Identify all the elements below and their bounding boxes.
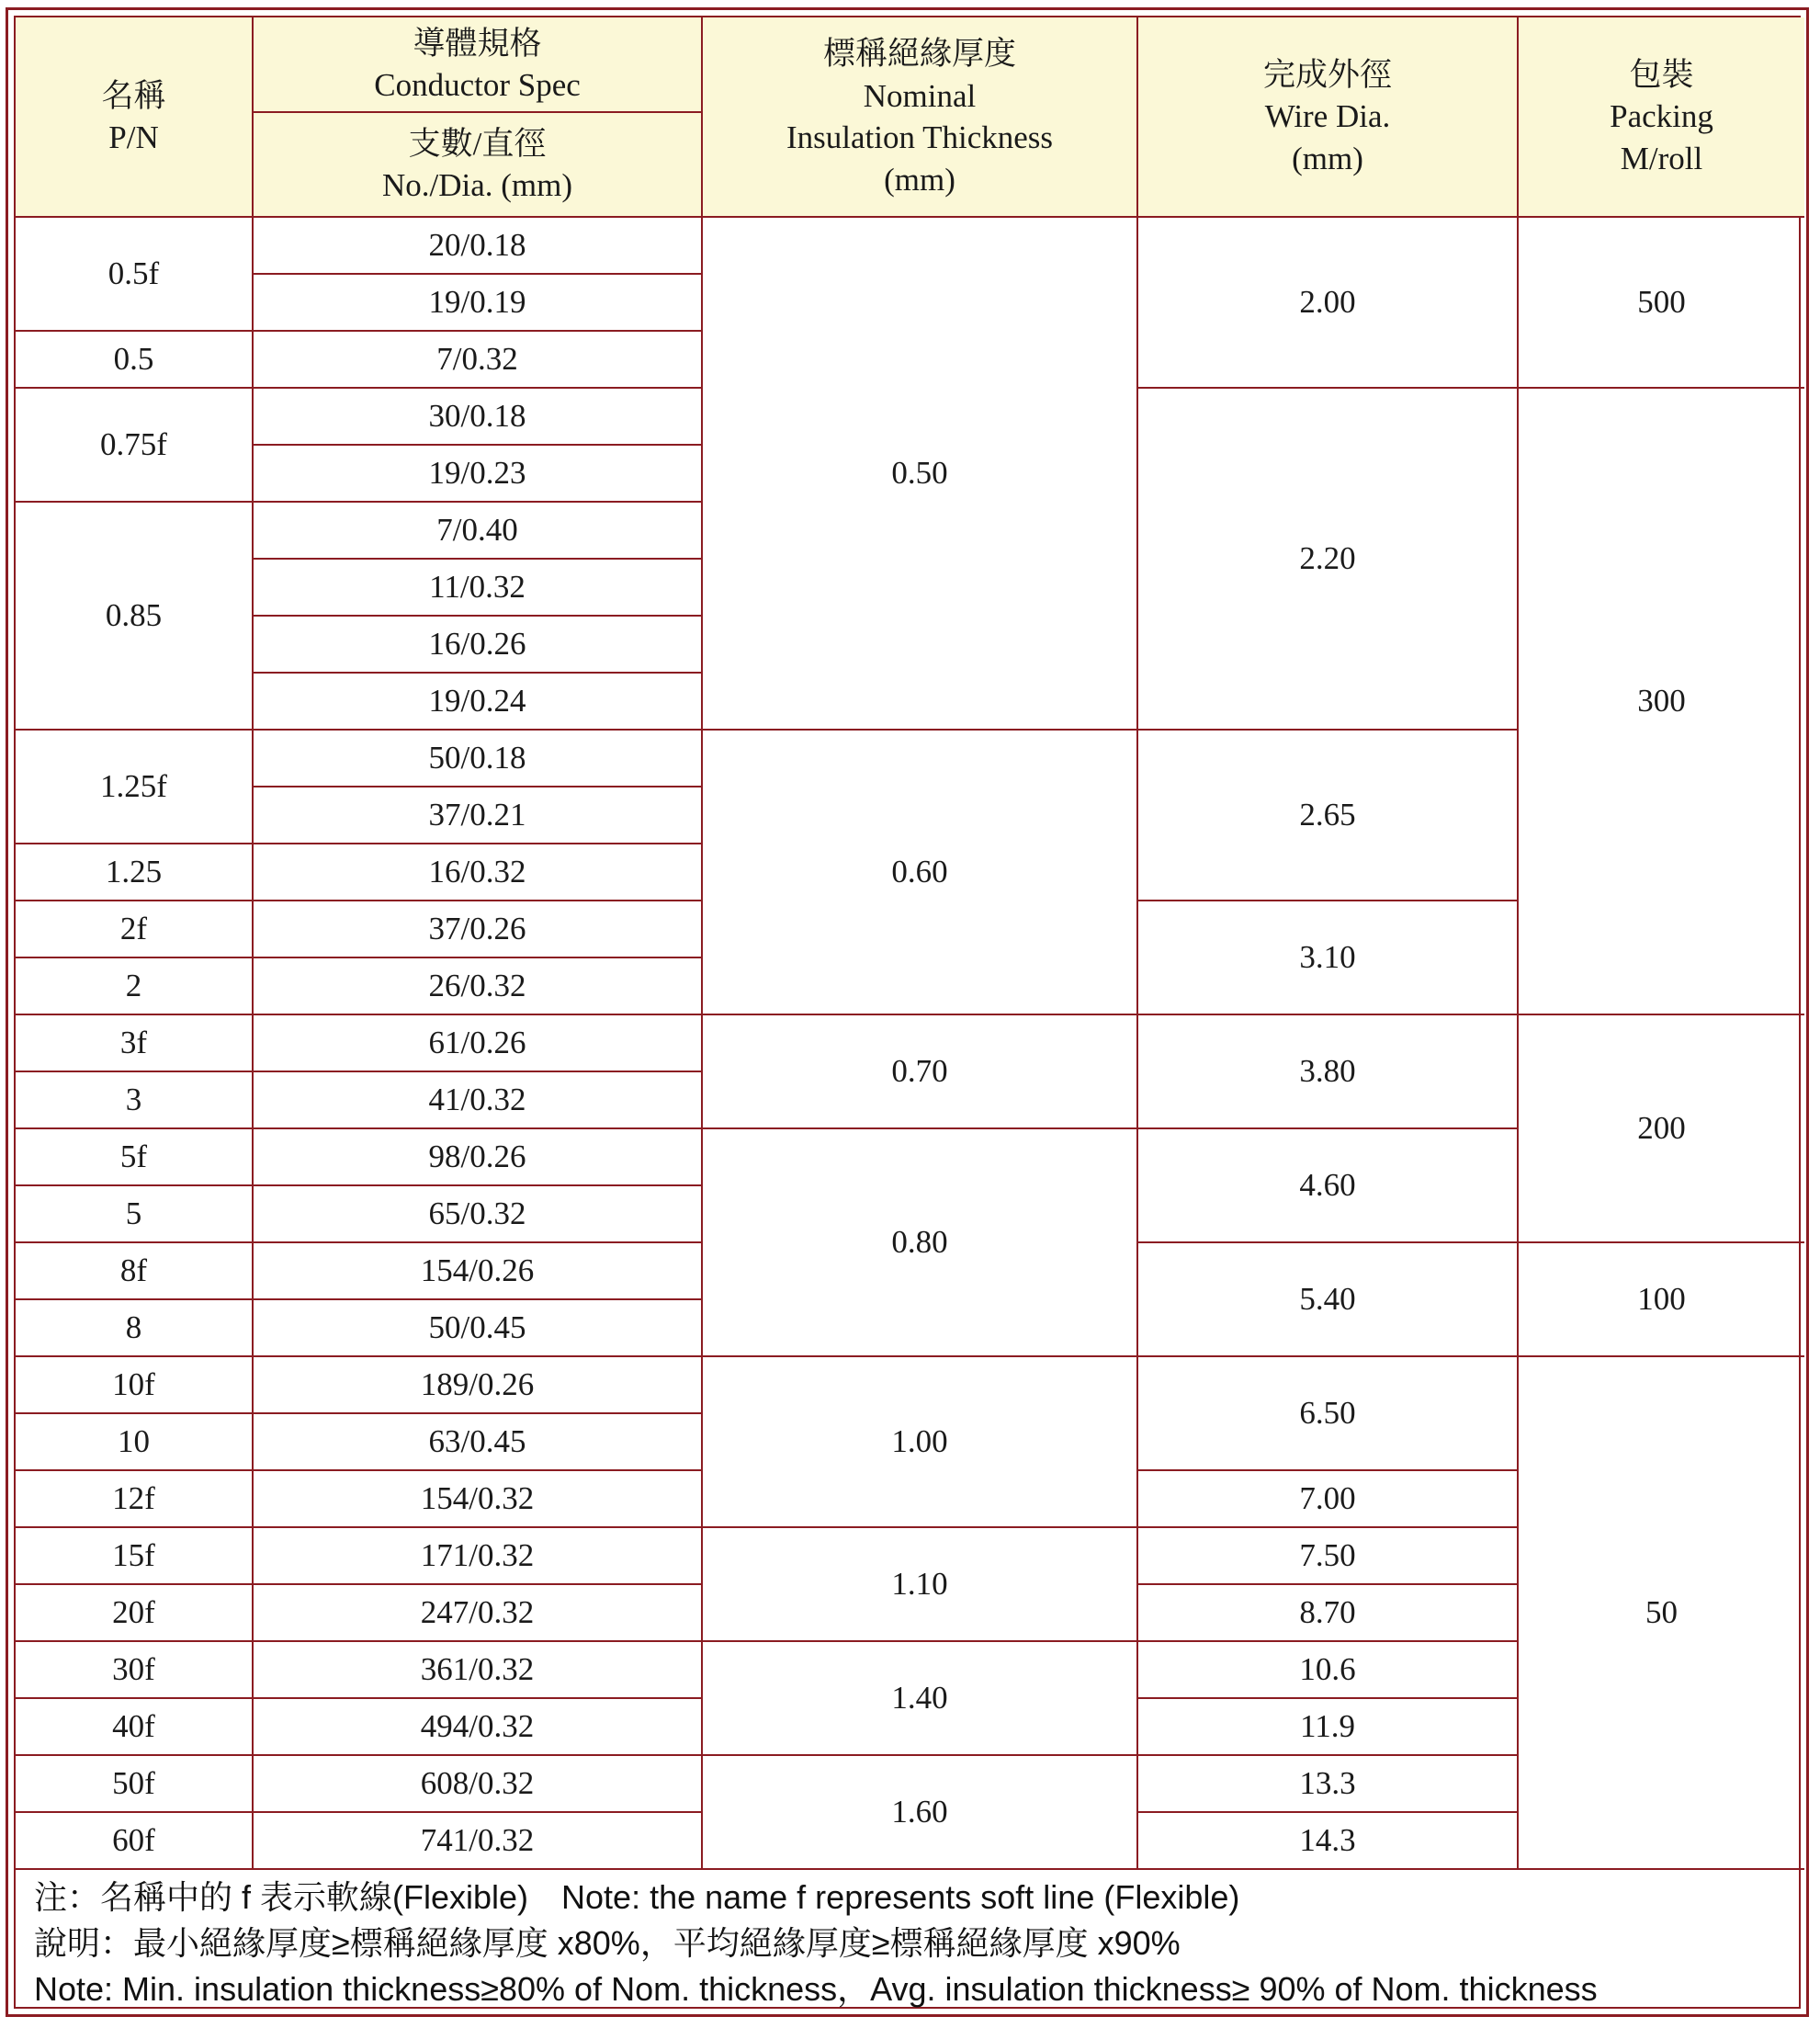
spec-cell: 11/0.32 [253,559,702,616]
insulation-cell: 0.50 [702,217,1137,730]
insulation-cell: 1.60 [702,1755,1137,1869]
pn-cell: 60f [16,1812,253,1869]
spec-cell: 41/0.32 [253,1071,702,1128]
spec-cell: 65/0.32 [253,1185,702,1242]
spec-cell: 61/0.26 [253,1014,702,1071]
pn-cell: 2 [16,957,253,1014]
table-row [16,1356,1804,1413]
spec-cell: 7/0.40 [253,502,702,559]
table-row [16,217,1804,274]
spec-cell: 741/0.32 [253,1812,702,1869]
pn-cell: 15f [16,1527,253,1584]
pn-cell: 5f [16,1128,253,1185]
packing-cell: 300 [1518,388,1804,1014]
spec-cell: 50/0.18 [253,730,702,787]
spec-cell: 19/0.23 [253,445,702,502]
wire-dia-cell: 7.50 [1137,1527,1518,1584]
cable-spec-table [16,17,1804,1870]
note-insulation-en: Note: Min. insulation thickness≥80% of Nom. thickness，Avg. insulation thickness≥ 90% of Nom. thickness [34,1970,1598,2008]
spec-cell: 7/0.32 [253,331,702,388]
wire-dia-cell: 2.20 [1137,388,1518,730]
header-insulation-thickness: 標稱絕緣厚度 Nominal Insulation Thickness (mm) [702,17,1137,217]
wire-dia-cell: 7.00 [1137,1470,1518,1527]
wire-dia-cell: 14.3 [1137,1812,1518,1869]
pn-cell: 0.5 [16,331,253,388]
table-row [16,1014,1804,1071]
spec-cell: 16/0.26 [253,616,702,673]
spec-cell: 171/0.32 [253,1527,702,1584]
wire-dia-cell: 3.10 [1137,901,1518,1014]
wire-dia-cell: 13.3 [1137,1755,1518,1812]
spec-cell: 20/0.18 [253,217,702,274]
wire-dia-cell: 11.9 [1137,1698,1518,1755]
header-no-dia: 支數/直徑 No./Dia. (mm) [253,112,702,217]
pn-cell: 3f [16,1014,253,1071]
note-flexible: 注：名稱中的 f 表示軟線(Flexible) Note: the name f represents soft line (Flexible) [34,1878,1240,1916]
wire-dia-cell: 2.00 [1137,217,1518,388]
pn-cell: 10f [16,1356,253,1413]
pn-cell: 0.85 [16,502,253,730]
note-insulation-zh: 說明：最小絕緣厚度≥標稱絕緣厚度 x80%，平均絕緣厚度≥標稱絕緣厚度 x90% [34,1924,1181,1962]
insulation-cell: 0.60 [702,730,1137,1014]
header-row-1 [16,17,1804,112]
pn-cell: 2f [16,901,253,957]
spec-cell: 19/0.19 [253,274,702,331]
pn-cell: 8 [16,1299,253,1356]
spec-cell: 154/0.32 [253,1470,702,1527]
pn-cell: 8f [16,1242,253,1299]
spec-cell: 37/0.26 [253,901,702,957]
pn-cell: 1.25 [16,844,253,901]
insulation-cell: 1.00 [702,1356,1137,1527]
footnotes [34,1875,1790,2012]
packing-cell: 100 [1518,1242,1804,1356]
wire-dia-cell: 4.60 [1137,1128,1518,1242]
packing-cell: 50 [1518,1356,1804,1869]
spec-cell: 154/0.26 [253,1242,702,1299]
spec-cell: 608/0.32 [253,1755,702,1812]
packing-cell: 500 [1518,217,1804,388]
spec-cell: 63/0.45 [253,1413,702,1470]
spec-cell: 361/0.32 [253,1641,702,1698]
spec-cell: 494/0.32 [253,1698,702,1755]
pn-cell: 0.5f [16,217,253,331]
insulation-cell: 1.40 [702,1641,1137,1755]
pn-cell: 50f [16,1755,253,1812]
table-frame [6,7,1809,2017]
spec-cell: 26/0.32 [253,957,702,1014]
pn-cell: 0.75f [16,388,253,502]
insulation-cell: 1.10 [702,1527,1137,1641]
spec-cell: 37/0.21 [253,787,702,844]
table-inner-frame [14,16,1801,2009]
header-pn: 名稱 P/N [16,17,253,217]
pn-cell: 10 [16,1413,253,1470]
pn-cell: 3 [16,1071,253,1128]
pn-cell: 30f [16,1641,253,1698]
wire-dia-cell: 3.80 [1137,1014,1518,1128]
spec-cell: 98/0.26 [253,1128,702,1185]
spec-cell: 19/0.24 [253,673,702,730]
wire-dia-cell: 8.70 [1137,1584,1518,1641]
spec-cell: 189/0.26 [253,1356,702,1413]
insulation-cell: 0.70 [702,1014,1137,1128]
spec-cell: 50/0.45 [253,1299,702,1356]
pn-cell: 20f [16,1584,253,1641]
wire-dia-cell: 6.50 [1137,1356,1518,1470]
pn-cell: 1.25f [16,730,253,844]
packing-cell: 200 [1518,1014,1804,1242]
insulation-cell: 0.80 [702,1128,1137,1356]
header-wire-dia: 完成外徑 Wire Dia. (mm) [1137,17,1518,217]
spec-cell: 30/0.18 [253,388,702,445]
pn-cell: 5 [16,1185,253,1242]
header-packing: 包裝 Packing M/roll [1518,17,1804,217]
header-conductor-spec: 導體規格 Conductor Spec [253,17,702,112]
wire-dia-cell: 10.6 [1137,1641,1518,1698]
pn-cell: 12f [16,1470,253,1527]
spec-cell: 247/0.32 [253,1584,702,1641]
spec-cell: 16/0.32 [253,844,702,901]
wire-dia-cell: 5.40 [1137,1242,1518,1356]
pn-cell: 40f [16,1698,253,1755]
wire-dia-cell: 2.65 [1137,730,1518,901]
